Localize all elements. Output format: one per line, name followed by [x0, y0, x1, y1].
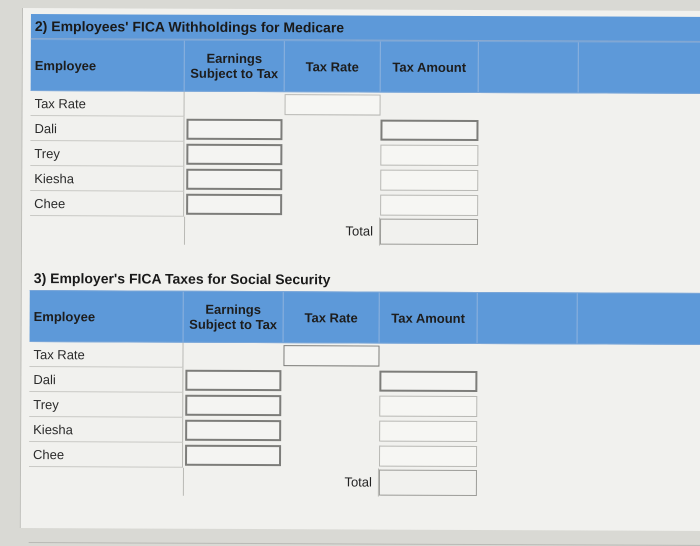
header-empty — [478, 293, 578, 343]
header-tax-rate: Tax Rate — [285, 41, 381, 91]
section-title: 3) Employer's FICA Taxes for Social Security — [33, 270, 331, 288]
table-header — [30, 290, 700, 345]
table-row — [29, 442, 700, 470]
row-label: Kiesha — [29, 417, 183, 443]
table-row — [31, 91, 700, 119]
tax-amount-input[interactable] — [380, 195, 478, 216]
earnings-input[interactable] — [186, 194, 282, 215]
section-title: 2) Employees' FICA Withholdings for Medicare — [31, 14, 700, 42]
earnings-input[interactable] — [187, 94, 283, 115]
row-label: Dali — [30, 116, 184, 142]
worksheet — [20, 8, 700, 531]
row-label: Kiesha — [30, 166, 184, 192]
tax-amount-input[interactable] — [381, 95, 479, 116]
total-input[interactable] — [380, 219, 478, 245]
table-row — [29, 367, 700, 395]
row-label: Trey — [30, 141, 184, 167]
divider — [29, 542, 700, 546]
row-label: Chee — [29, 442, 183, 468]
header-employee: Employee — [31, 40, 185, 91]
section-medicare — [30, 14, 700, 247]
earnings-input[interactable] — [186, 119, 282, 140]
earnings-input[interactable] — [185, 395, 281, 416]
tax-rate-input[interactable] — [285, 94, 381, 115]
table-row — [30, 191, 700, 219]
header-tax-amount: Tax Amount — [381, 42, 479, 92]
tax-amount-input[interactable] — [380, 145, 478, 166]
row-label: Tax Rate — [29, 342, 183, 368]
section-social-security — [29, 266, 700, 498]
row-label: Dali — [29, 367, 183, 393]
tax-amount-input[interactable] — [379, 446, 477, 467]
table-row — [30, 116, 700, 144]
tax-amount-input[interactable] — [380, 120, 478, 141]
total-spacer — [30, 216, 185, 245]
row-label: Tax Rate — [31, 91, 185, 117]
header-earnings: Earnings Subject to Tax — [184, 292, 284, 342]
row-label: Trey — [29, 392, 183, 418]
header-tax-amount: Tax Amount — [380, 293, 478, 343]
tax-amount-input[interactable] — [379, 371, 477, 392]
table-row — [30, 141, 700, 169]
tax-amount-input[interactable] — [379, 396, 477, 417]
total-row — [30, 216, 700, 247]
table-row — [30, 166, 700, 194]
header-tax-rate: Tax Rate — [284, 292, 380, 342]
header-earnings: Earnings Subject to Tax — [185, 41, 285, 91]
header-empty — [579, 42, 700, 93]
header-empty — [479, 42, 579, 92]
total-label: Total — [283, 468, 379, 496]
table-row — [29, 417, 700, 445]
total-spacer — [29, 467, 184, 496]
total-row — [29, 467, 700, 498]
earnings-input[interactable] — [185, 420, 281, 441]
header-employee: Employee — [30, 291, 184, 342]
tax-amount-input[interactable] — [380, 170, 478, 191]
tax-rate-input[interactable] — [283, 345, 379, 366]
table-row — [29, 342, 700, 370]
row-label: Chee — [30, 191, 184, 217]
earnings-input[interactable] — [186, 144, 282, 165]
tax-amount-input[interactable] — [379, 421, 477, 442]
total-label: Total — [284, 217, 380, 245]
earnings-input[interactable] — [186, 169, 282, 190]
earnings-input[interactable] — [185, 370, 281, 391]
table-header — [31, 39, 700, 94]
header-empty — [578, 293, 700, 344]
total-input[interactable] — [379, 470, 477, 496]
earnings-input[interactable] — [185, 445, 281, 466]
table-row — [29, 392, 700, 420]
